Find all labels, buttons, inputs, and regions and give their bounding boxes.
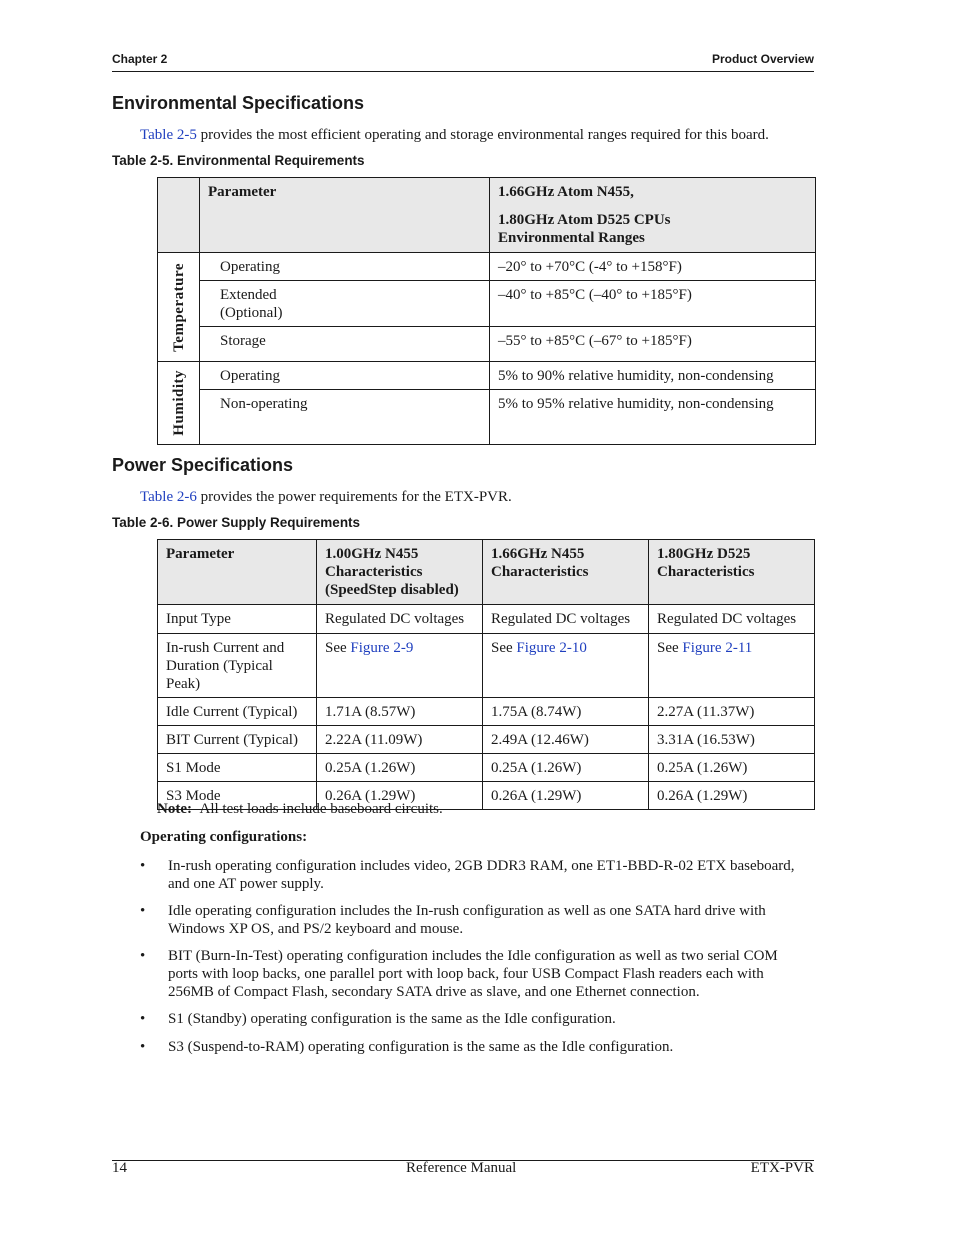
table-row: [158, 726, 815, 754]
power-cell: 0.25A (1.26W): [649, 754, 815, 782]
env-intro-text: provides the most efficient operating and storage environmental ranges required for this board.: [196, 127, 769, 143]
power-header-cell: Parameter: [158, 540, 317, 605]
power-note: Note: All test loads include baseboard circuits.: [157, 801, 443, 817]
power-cell: 1.71A (8.57W): [317, 698, 483, 726]
figure-2-10-link[interactable]: Figure 2-10: [516, 640, 587, 656]
env-header-corner: [158, 178, 200, 253]
env-header-ranges: 1.66GHz Atom N455, 1.80GHz Atom D525 CPUs Environmental Ranges: [490, 178, 816, 253]
header-rule: [112, 71, 814, 72]
running-header-section: Product Overview: [711, 52, 814, 66]
bullet-icon: •: [140, 903, 146, 919]
power-cell: See Figure 2-10: [483, 634, 649, 698]
power-cell: 0.26A (1.29W): [483, 782, 649, 810]
power-table-caption: Table 2-6. Power Supply Requirements: [112, 515, 361, 530]
power-cell: S1 Mode: [158, 754, 317, 782]
power-cell: See Figure 2-11: [649, 634, 815, 698]
power-header-cell: 1.00GHz N455 Characteristics (SpeedStep disabled): [317, 540, 483, 605]
operating-configurations-heading: Operating configurations:: [140, 829, 308, 845]
power-intro-text: provides the power requirements for the ETX-PVR.: [196, 489, 512, 505]
power-header-cell: 1.66GHz N455 Characteristics: [483, 540, 649, 605]
table-2-5-link[interactable]: Table 2-5: [140, 127, 197, 143]
power-intro: [140, 489, 512, 506]
group-humidity: Humidity: [158, 362, 200, 445]
power-cell: 0.26A (1.29W): [649, 782, 815, 810]
power-cell: 2.22A (11.09W): [317, 726, 483, 754]
env-header-parameter: Parameter: [200, 178, 490, 253]
power-cell: 2.49A (12.46W): [483, 726, 649, 754]
env-row-value: –55° to +85°C (–67° to +185°F): [490, 327, 816, 362]
bullet-icon: •: [140, 1011, 146, 1027]
environmental-table: [157, 177, 816, 445]
env-intro: [140, 127, 769, 144]
power-cell: 1.75A (8.74W): [483, 698, 649, 726]
figure-2-11-link[interactable]: Figure 2-11: [682, 640, 753, 656]
power-cell: BIT Current (Typical): [158, 726, 317, 754]
power-cell: 3.31A (16.53W): [649, 726, 815, 754]
power-cell: 0.25A (1.26W): [317, 754, 483, 782]
power-cell: Input Type: [158, 605, 317, 634]
env-row-param: Storage: [200, 327, 490, 362]
running-header-chapter: Chapter 2: [112, 52, 168, 66]
bullet-icon: •: [140, 858, 146, 874]
footer-product: ETX-PVR: [750, 1160, 814, 1176]
power-cell: In-rush Current and Duration (Typical Peak): [158, 634, 317, 698]
group-temperature: Temperature: [158, 253, 200, 362]
env-row-value: –40° to +85°C (–40° to +185°F): [490, 281, 816, 327]
env-heading: Environmental Specifications: [112, 93, 365, 113]
table-2-6-link[interactable]: Table 2-6: [140, 489, 197, 505]
power-cell: See Figure 2-9: [317, 634, 483, 698]
power-header-cell: 1.80GHz D525 Characteristics: [649, 540, 815, 605]
env-row-param: Operating: [200, 362, 490, 390]
bullet-icon: •: [140, 1039, 146, 1055]
power-cell: Regulated DC voltages: [317, 605, 483, 634]
env-row-param: Extended (Optional): [200, 281, 490, 327]
page-number: 14: [112, 1160, 127, 1176]
table-row: [158, 698, 815, 726]
power-cell: 2.27A (11.37W): [649, 698, 815, 726]
power-heading: Power Specifications: [112, 455, 294, 475]
power-cell: Idle Current (Typical): [158, 698, 317, 726]
power-table: [157, 539, 815, 810]
env-row-param: Non-operating: [200, 390, 490, 445]
env-row-param: Operating: [200, 253, 490, 281]
power-cell: Regulated DC voltages: [483, 605, 649, 634]
power-cell: Regulated DC voltages: [649, 605, 815, 634]
figure-2-9-link[interactable]: Figure 2-9: [350, 640, 414, 656]
bullet-icon: •: [140, 948, 146, 964]
env-table-caption: Table 2-5. Environmental Requirements: [112, 153, 365, 168]
footer-title: Reference Manual: [406, 1160, 517, 1176]
env-row-value: 5% to 90% relative humidity, non-condensing: [490, 362, 816, 390]
table-row: [158, 754, 815, 782]
power-cell: 0.26A (1.29W): [317, 782, 483, 810]
power-cell: 0.25A (1.26W): [483, 754, 649, 782]
env-row-value: 5% to 95% relative humidity, non-condensing: [490, 390, 816, 445]
power-cell: S3 Mode: [158, 782, 317, 810]
env-row-value: –20° to +70°C (-4° to +158°F): [490, 253, 816, 281]
